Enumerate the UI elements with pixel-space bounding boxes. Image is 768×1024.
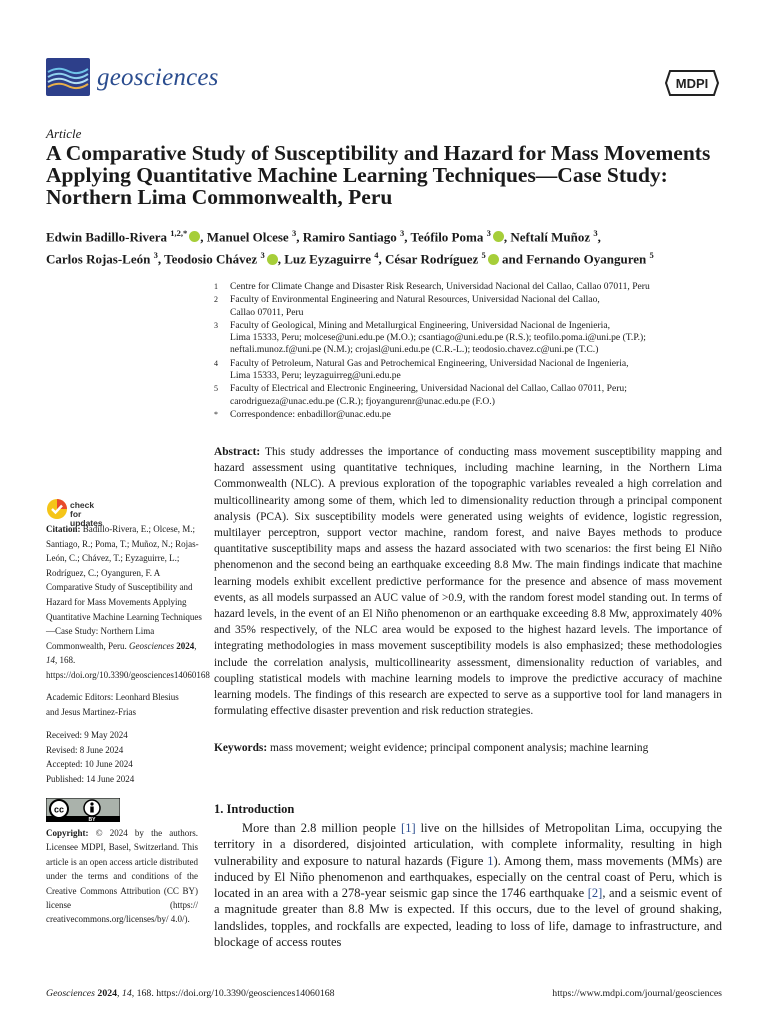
citation-journal: Geosciences xyxy=(129,640,174,651)
copyright-text: © 2024 by the authors. Licensee MDPI, Basel, Switzerland. This article is an open access article distributed under the terms and conditions of the Creative Commons Attribution (CC BY) license (https:// creativecommons.org/licenses/by/ 4.0/). xyxy=(46,828,199,925)
affiliation-line: Lima 15333, Peru; molcese@uni.edu.pe (M.O.); csantiago@uni.edu.pe (R.S.); teofilo.poma.i@uni.pe (T.P.); xyxy=(230,332,646,344)
author-affiliation-mark: 5 xyxy=(481,250,486,261)
affiliation-line: Faculty of Geological, Mining and Metallurgical Engineering, Universidad Nacional de Ingenieria, xyxy=(230,319,610,331)
date-accepted: Accepted: 10 June 2024 xyxy=(46,759,133,770)
affiliation-line: Lima 15333, Peru; leyzaguirreg@uni.edu.pe xyxy=(230,369,401,381)
author-affiliation-mark: 3 xyxy=(260,250,265,261)
affiliation-line: carodrigueza@unac.edu.pe (C.R.); fjoyangurenr@unac.edu.pe (F.O.) xyxy=(230,395,495,407)
affiliation-text xyxy=(230,294,734,318)
orcid-icon[interactable] xyxy=(267,254,278,265)
journal-logo-icon xyxy=(46,58,90,96)
affiliation-text xyxy=(230,383,734,407)
affiliation-line: Faculty of Electrical and Electronic Engineering, Universidad Nacional del Callao, Callao 07011, Peru; xyxy=(230,383,627,395)
author-affiliation-mark: 3 xyxy=(291,228,297,238)
author-affiliation-mark: 1,2,* xyxy=(170,228,188,238)
citation-text: Badillo-Rivera, E.; Olcese, M.; Santiago, R.; Poma, T.; Muñoz, N.; Rojas-León, C.; Chávez, T.; Eyzaguirre, L.; Rodríguez, C.; Oyanguren, F. A Comparative Study of Susceptibility and Hazard for Mass Movements Applying Quantitative Machine Learning Techniques—Case Study: Northern Lima Commonwealth, Peru. xyxy=(46,524,202,651)
affiliation-mark: * xyxy=(214,409,218,419)
editors-line1: Academic Editors: Leonhard Blesius xyxy=(46,692,179,702)
author-affiliation-mark: 3 xyxy=(153,250,158,261)
author-name[interactable]: Edwin Badillo-Rivera xyxy=(46,229,167,245)
check-for-updates-line1: check for xyxy=(70,500,95,519)
affiliation-item xyxy=(214,409,734,421)
author-affiliation-mark: 3 xyxy=(399,228,405,238)
affiliation-mark: 1 xyxy=(214,282,218,291)
author-name[interactable]: Luz Eyzaguirre xyxy=(284,251,371,267)
abstract xyxy=(214,444,722,719)
affiliation-text xyxy=(230,358,734,382)
paper-title: A Comparative Study of Susceptibility and Hazard for Mass Movements Applying Quantitative Machine Learning Techniques—Case Study: Northern Lima Commonwealth, Peru xyxy=(46,141,711,209)
footer-year: 2024 xyxy=(97,988,118,999)
affiliation-item xyxy=(214,294,734,318)
affiliation-line: Correspondence: enbadillor@unac.edu.pe xyxy=(230,408,391,420)
affiliation-line: Callao 07011, Peru xyxy=(230,306,304,318)
author-conjunction: and xyxy=(502,251,523,267)
date-published: Published: 14 June 2024 xyxy=(46,773,135,784)
academic-editors xyxy=(46,690,206,719)
author-list: Edwin Badillo-Rivera $^{1,2,*}$ , Manuel Olcese $^3$, Ramiro Santiago $^3$, Teófilo Poma $^3$ , Neftalí Muñoz $^3$, Carlos Rojas-León $^3$, Teodosio Chávez $^3$ , Luz Eyzaguirre $^4$, César Rodríguez $^5$ and Fernando Oyanguren $^5$ xyxy=(46,228,654,267)
keywords-label: Keywords: xyxy=(214,742,268,754)
check-for-updates-icon xyxy=(46,498,68,520)
author-name[interactable]: Manuel Olcese xyxy=(206,229,289,245)
author-name[interactable]: Teófilo Poma xyxy=(410,229,484,245)
date-received: Received: 9 May 2024 xyxy=(46,730,128,740)
editors-line2: and Jesus Martinez-Frias xyxy=(46,706,136,717)
citation-block: Citation: Badillo-Rivera, E.; Olcese, M.; Santiago, R.; Poma, T.; Muñoz, N.; Rojas-León, C.; Chávez, T.; Eyzaguirre, L.; Rodríguez, C.; Oyanguren, F. A Comparative Study of Susceptibility and Hazard for Mass Movements Applying Quantitative Machine Learning Techniques—Case Study: Northern Lima Commonwealth, Peru. Geosciences 2024, 14, 168. https://doi.org/10.3390/geosciences14060168 xyxy=(46,524,210,680)
author-name[interactable]: César Rodríguez xyxy=(384,251,479,267)
reference-link-2[interactable]: [2] xyxy=(587,886,603,901)
orcid-icon[interactable] xyxy=(493,231,504,242)
affiliation-line: Faculty of Petroleum, Natural Gas and Petrochemical Engineering, Universidad Nacional de Ingenieria, xyxy=(230,357,629,369)
abstract-label: Abstract: xyxy=(214,446,261,458)
author-name[interactable]: Carlos Rojas-León xyxy=(46,251,151,267)
affiliation-line: neftali.munoz.f@uni.pe (N.M.); crojasl@uni.edu.pe (C.R.-L.); teodosio.chavez.c@uni.pe (T.C.) xyxy=(230,344,599,356)
check-for-updates-line2: updates xyxy=(70,518,103,528)
author-name[interactable]: Neftalí Muñoz xyxy=(510,229,591,245)
footer-volume: 14 xyxy=(121,988,132,999)
author-affiliation-mark: 5 xyxy=(649,250,654,261)
affiliation-mark: 4 xyxy=(214,358,218,368)
dates-block xyxy=(46,728,206,786)
affiliation-mark: 5 xyxy=(214,384,218,394)
footer-doi[interactable]: , 168. https://doi.org/10.3390/geosciences14060168 xyxy=(131,988,335,999)
citation-label: Citation: xyxy=(46,524,81,534)
intro-text-4: , and a seismic event of a magnitude greater than 8.8 Mw is expected. If this occurs, due to the level of ground shaking, landslides, topples, and rockfalls are expected, leading to loss of life, damage to infrastructure, and blockage of access routes xyxy=(214,886,723,950)
copyright-label: Copyright: xyxy=(46,828,89,838)
article-type: Article xyxy=(46,126,82,141)
affiliation-item xyxy=(214,358,734,382)
citation-year: 2024 xyxy=(176,640,195,651)
affiliation-mark: 3 xyxy=(214,320,218,330)
author-name[interactable]: Fernando Oyanguren xyxy=(526,251,647,267)
affiliation-text xyxy=(230,320,734,357)
intro-text-3: ). Among them, mass movements (MMs) are induced by El Niño phenomenon and earthquakes, especially on the central coast of Peru, which is located in an area with a 278-year seismic gap since the 1746 earthquake xyxy=(214,853,722,901)
author-affiliation-mark: 3 xyxy=(593,228,598,238)
copyright-block xyxy=(46,826,198,927)
affiliation-text xyxy=(230,281,734,293)
footer-journal: Geosciences xyxy=(46,988,95,999)
footer-journal-url[interactable]: https://www.mdpi.com/journal/geosciences xyxy=(552,988,722,999)
intro-text-2: live on the hillsides of Metropolitan Lima, occupying the territory in a disordered, disjointed articulation, with complete informality, resulting in high vulnerability and exposure to natural hazards (Figure xyxy=(214,821,722,868)
affiliations xyxy=(214,281,734,422)
affiliation-text xyxy=(230,409,734,421)
affiliation-item xyxy=(214,281,734,293)
orcid-icon[interactable] xyxy=(488,254,499,265)
section-heading-introduction: 1. Introduction xyxy=(214,802,295,816)
mdpi-logo-icon[interactable] xyxy=(664,69,720,97)
citation-volume: 14 xyxy=(46,655,55,666)
affiliation-line: Centre for Climate Change and Disaster Risk Research, Universidad Nacional del Callao, Callao 07011, Peru xyxy=(230,281,650,292)
cc-by-license-icon[interactable] xyxy=(46,798,120,822)
affiliation-item xyxy=(214,383,734,407)
footer-citation: Geosciences 2024, 14, 168. https://doi.org/10.3390/geosciences14060168 xyxy=(46,988,335,999)
date-revised: Revised: 8 June 2024 xyxy=(46,744,124,755)
reference-link-1[interactable]: [1] xyxy=(401,821,416,835)
author-name[interactable]: Teodosio Chávez xyxy=(164,251,258,267)
author-affiliation-mark: 4 xyxy=(374,250,379,261)
figure-link-1[interactable]: 1 xyxy=(487,853,494,868)
affiliation-item xyxy=(214,320,734,357)
abstract-text: This study addresses the importance of conducting mass movement susceptibility mapping and hazard assessment using quantitative techniques, including machine learning, in the Northern Lima Commonwealth (NLC). A previous exploration of the topographic variables revealed a high correlation and multicollinearity among some of them, which led to dimensionality reduction through a principal component analysis (PCA). Six susceptibility models were generated using weights of evidence, logistic regression, multilayer perceptron, support vector machine, random forest, and naive Bayes methods to produce quantitative susceptibility maps and assess the hazard associated with two scenarios: the first being El Niño phenomenon and the second being an earthquake exceeding 8.8 Mw. The main findings indicate that machine learning models exhibit excellent predictive performance for the presence and absence of mass movement events, as all models surpassed an AUC value of >0.9, with the random forest model standing out. In terms of hazard levels, in the event of an El Niño phenomenon or an earthquake exceeding 8.8 Mw, approximately 40% and 35% respectively, of the NLC area would be exposed to the highest hazard levels. The importance of integrating methodologies in mass movement susceptibility models is also emphasized; these methodologies include the correlation analysis, multicollinearity assessment, dimensionality reduction of variables, and coupling statistical models with machine learning models to improve the predictive accuracy of machine learning models. The findings of this research are expected to serve as a supportive tool for land managers in formulating effective disaster prevention and risk reduction strategies. xyxy=(214,446,722,718)
citation-doi[interactable]: , 168. https://doi.org/10.3390/geosciences14060168 xyxy=(46,655,210,680)
mdpi-logo-text: MDPI xyxy=(675,76,709,91)
cc-by-text: BY xyxy=(88,817,96,822)
check-for-updates-badge[interactable] xyxy=(46,498,103,528)
cc-badge-text: cc xyxy=(53,804,65,815)
keywords-text: mass movement; weight evidence; principal component analysis; machine learning xyxy=(270,742,649,754)
author-name[interactable]: Ramiro Santiago xyxy=(302,229,397,245)
keywords xyxy=(214,742,722,754)
affiliation-mark: 2 xyxy=(214,295,218,305)
orcid-icon[interactable] xyxy=(189,231,200,242)
author-affiliation-mark: 3 xyxy=(486,228,491,238)
affiliation-line: Faculty of Environmental Engineering and Natural Resources, Universidad Nacional del Callao, xyxy=(230,294,600,306)
introduction-paragraph xyxy=(214,820,722,950)
intro-text-1: More than 2.8 million people xyxy=(242,821,402,835)
journal-name[interactable]: geosciences xyxy=(97,64,219,91)
